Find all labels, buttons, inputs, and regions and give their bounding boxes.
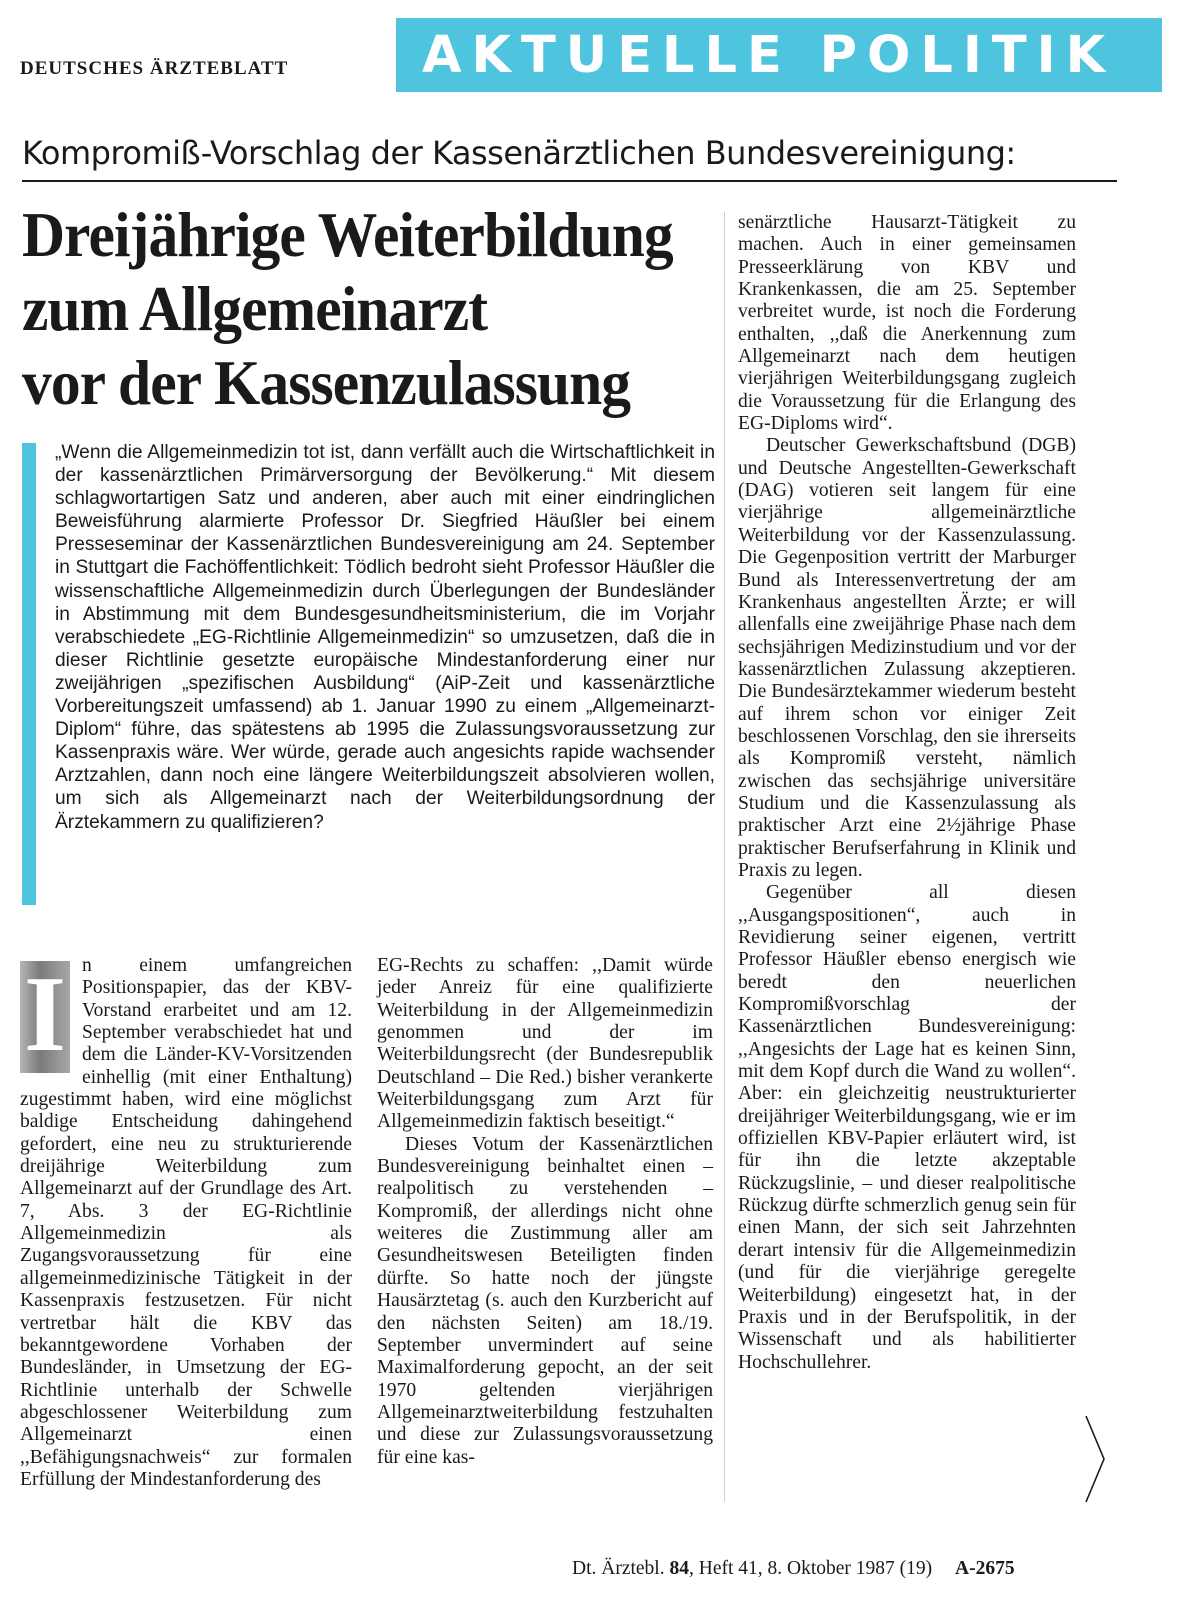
footer-volume: 84 bbox=[669, 1558, 689, 1579]
paragraph: Deutscher Gewerkschaftsbund (DGB) und Deutsche Angestellten-Gewerkschaft (DAG) votieren seit langem für eine vierjährige allgemeinärztliche Weiterbildung vor der Kassenzulassung. Die Gegenposition vertritt der Marburger Bund als Interessenvertretung der am Krankenhaus angestellten Ärzte; er will allenfalls eine zweijährige Phase nach dem sechsjährigen Medizinstudium und vor der kassenärztlichen Zulassung akzeptieren. Die Bundesärztekammer wiederum besteht auf ihrem schon vor einiger Zeit beschlossenen Vorschlag, den sie ihrerseits als Kompromiß versteht, nämlich zwischen das sechsjährige universitäre Studium und die Kassenzulassung als praktischer Arzt eine 2½jährige Phase praktischer Berufserfahrung in Klinik und Praxis zu legen. bbox=[738, 435, 1076, 881]
article-lead: „Wenn die Allgemeinmedizin tot ist, dann verfällt auch die Wirtschaftlichkeit in der kassenärztlichen Primärversorgung der Bevölkerung.“ Mit diesem schlagwortartigen Satz und anderen, aber auch mit einer eindringlichen Beweisführung alarmierte Professor Dr. Siegfried Häußler bei einem Presseseminar der Kassenärztlichen Bundesvereinigung am 24. September in Stuttgart die Fachöffentlichkeit: Tödlich bedroht sieht Professor Häußler die wissenschaftliche Allgemeinmedizin durch Überlegungen der Bundesländer in Abstimmung mit dem Bundesgesundheitsministerium, die im Vorjahr verabschiedete „EG-Richtlinie Allgemeinmedizin“ so umzusetzen, daß die in dieser Richtlinie gesetzte europäische Mindestanforderung einer nur zweijährigen „spezifischen Ausbildung“ (AiP-Zeit und kassenärztliche Vorbereitungszeit umfassend) ab 1. Januar 1990 zu einem „Allgemeinarzt-Diplom“ führe, das spätestens ab 1995 die Zulassungsvoraussetzung zur Kassenpraxis wäre. Wer würde, gerade auch angesichts rapide wachsender Arztzahlen, dann noch eine längere Weiterbildungszeit absolvieren wollen, um sich als Allgemeinarzt nach der Weiterbildungsordnung der Ärztekammern zu qualifizieren? bbox=[55, 442, 715, 833]
section-title: AKTUELLE POLITIK bbox=[422, 26, 1116, 85]
body-column-3 bbox=[738, 212, 1076, 1374]
paragraph: Gegenüber all diesen ,,Ausgangspositionen“, auch in Revidierung seiner eigenen, vertritt Professor Häußler ebenso energisch wie beredt den neuerlichen Kompromißvorschlag der Kassenärztlichen Bundesvereinigung: ,,Angesichts der Lage hat es keinen Sinn, mit dem Kopf durch die Wand zu wollen“. Aber: ein gleichzeitig neustrukturierter dreijähriger Weiterbildungsgang, wie er im offiziellen KBV-Papier erläutert wird, ist für ihn die letzte akzeptable Rückzugslinie, – und dieser realpolitische Rückzug dürfte schmerzlich genug sein für einen Mann, der sich seit Jahrzehnten derart intensiv für die Allgemeinmedizin (und für die vierjährige geregelte Weiterbildung) eingesetzt hat, in der Praxis und in der Berufspolitik, in der Wissenschaft und als habilitierter Hochschullehrer. bbox=[738, 882, 1076, 1373]
page-footer bbox=[572, 1558, 1015, 1580]
section-banner bbox=[396, 18, 1162, 92]
lead-accent-bar bbox=[22, 443, 36, 905]
continue-arrow-icon bbox=[1084, 1414, 1106, 1504]
body-column-2 bbox=[377, 955, 713, 1469]
footer-journal: Dt. Ärztebl. bbox=[572, 1558, 665, 1579]
paragraph: Dieses Votum der Kassenärztlichen Bundesvereinigung beinhaltet einen – realpolitisch zu verstehenden – Kompromiß, der allerdings nicht ohne weiteres die Zustimmung aller am Gesundheitswesen Beteiligten finden dürfte. So hatte noch der jüngste Hausärztetag (s. auch den Kurzbericht auf den nächsten Seiten) am 18./19. September unvermindert auf seine Maximalforderung gepocht, an der seit 1970 geltenden vierjährigen Allgemeinarztweiterbildung festzuhalten und diese zur Zulassungsvoraussetzung für eine kas- bbox=[377, 1133, 713, 1468]
headline-line: vor der Kassenzulassung bbox=[22, 347, 631, 418]
headline-line: zum Allgemeinarzt bbox=[22, 273, 488, 344]
publication-masthead: DEUTSCHES ÄRZTEBLATT bbox=[20, 58, 289, 79]
paragraph: EG-Rechts zu schaffen: ,,Damit würde jeder Anreiz für eine qualifizierte Weiterbildung in der Allgemeinmedizin genommen und der im Weiterbildungsrecht (der Bundesrepublik Deutschland – Die Red.) bisher verankerte Weiterbildungsgang zum Arzt für Allgemeinmedizin faktisch beseitigt.“ bbox=[377, 955, 713, 1133]
headline-line: Dreijährige Weiterbildung bbox=[22, 199, 673, 270]
page-number: A-2675 bbox=[955, 1558, 1015, 1579]
paragraph-text: n einem umfangreichen Positionspapier, das der KBV-Vorstand erarbeitet und am 12. September verabschiedet hat und dem die Länder-KV-Vorsitzenden einhellig (mit einer Enthaltung) zugestimmt haben, wird eine möglichst baldige Entscheidung dahingehend gefordert, eine neu zu strukturierende dreijährige Weiterbildung zum Allgemeinarzt auf der Grundlage des Art. 7, Abs. 3 der EG-Richtlinie Allgemeinmedizin als Zugangsvoraussetzung für eine allgemeinmedizinische Tätigkeit in der Kassenpraxis festzusetzen. Für nicht vertretbar hält die KBV das bekanntgewordene Vorhaben der Bundesländer, in Umsetzung der EG-Richtlinie unterhalb der Schwelle abgeschlossener Weiterbildung zum Allgemeinarzt einen ,,Befähigungsnachweis“ zur formalen Erfüllung der Mindestanforderung des bbox=[20, 955, 352, 1490]
article-kicker: Kompromiß-Vorschlag der Kassenärztlichen Bundesvereinigung: bbox=[22, 134, 1016, 172]
paragraph bbox=[20, 955, 352, 1491]
footer-issue: , Heft 41, 8. Oktober 1987 (19) bbox=[688, 1558, 933, 1579]
drop-cap: I bbox=[20, 961, 70, 1073]
paragraph: senärztliche Hausarzt-Tätigkeit zu machen. Auch in einer gemeinsamen Presseerklärung von KBV und Krankenkassen, die am 25. September verbreitet wurde, ist noch die Forderung enthalten, ,,daß die Anerkennung zum Allgemeinarzt nach dem heutigen vierjährigen Weiterbildungsgang zugleich die Voraussetzung für die Erlangung des EG-Diploms wird“. bbox=[738, 212, 1076, 435]
column-divider bbox=[724, 212, 725, 1502]
article-headline bbox=[22, 198, 752, 420]
kicker-rule bbox=[22, 180, 1117, 182]
body-column-1 bbox=[20, 955, 352, 1491]
